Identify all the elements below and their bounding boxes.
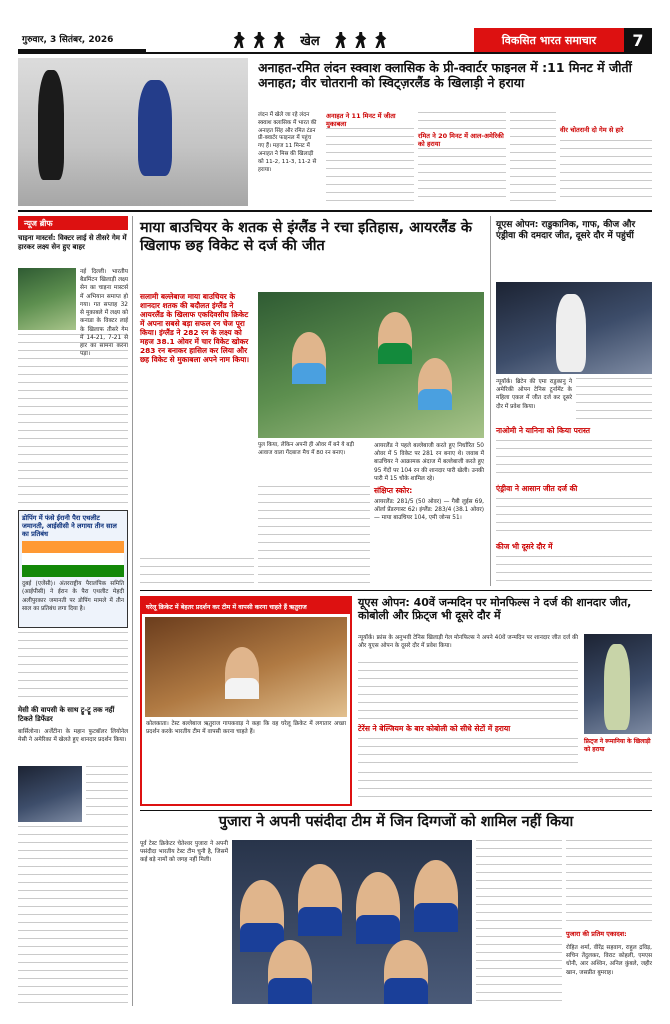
section-title: खेल (292, 31, 327, 49)
brief-1-text: नई दिल्ली। भारतीय बैडमिंटन खिलाड़ी लक्ष्य सेन का चाइना मास्टर्स में अभियान समाप्त हो गया। गत सप्ताह 32 से मुकाबले में लक्ष्य को कनाडा के विक्टर लाई के खिलाफ तीसरे गेम में 14-21, 7-21 से हार का सामना करना पड़ा। (80, 269, 128, 358)
brief-3-text: बार्सिलोना। अर्जेंटीना के महान फुटबॉलर लियोनेल मेसी ने अमेरिका में खेलते हुए शानदार प्रदर्शन किया। (18, 729, 128, 744)
monfils-body (358, 738, 578, 768)
top-body-col (418, 148, 506, 204)
top-subhead-3: वीर चोतरानी दो गेम से हारे (560, 126, 624, 134)
main-headline: माया बाउचियर के शतक से इंग्लैंड ने रचा इतिहास, आयरलैंड के खिलाफ छह विकेट से दर्ज की जीत (140, 220, 473, 254)
top-subhead-2: रमित ने 20 मिनट में आल-अमेरिकी को हराया (418, 132, 504, 149)
main-caption: पुल किया, लेकिन अपनी ही ओवर में बने ये बड़ी आवाज वाला गेंदबाज मैच में 80 रन बनाए। (258, 442, 354, 456)
column-divider (490, 216, 491, 586)
monfils-body (358, 662, 578, 720)
top-subhead-1: अनाहत ने 11 मिनट में जीता मुकाबला (326, 112, 396, 129)
main-body-col (258, 486, 370, 586)
news-brief-label: न्यूज ब्रीफ (18, 216, 128, 230)
cricket-photo (258, 292, 484, 438)
pujara-body (566, 840, 652, 926)
divider (140, 810, 652, 811)
pujara-list-title: पुजारा की प्रतिम एकादश: (566, 930, 627, 938)
brief-2-text: दुबई (एजेंसी)। अंतरराष्ट्रीय पैरालंपिक समिति (आईपीसी) ने ईरान के पैरा एथलीट मेहदी अलीपुरकार जमानती पर डोपिंग मामले में तीन साल का प्रतिबंध लगा दिया है। (22, 581, 124, 612)
doping-box (18, 510, 128, 628)
top-headline: अनाहत-रमित लंदन स्क्वाश क्लासिक के प्री-क्वार्टर फाइनल में :11 मिनट में जीतीं अनाहत; वीर चोतरानी को स्विट्ज़रलैंड के खिलाड़ी ने हराया (258, 60, 632, 91)
athlete-icon (354, 32, 368, 48)
top-body-col (326, 128, 414, 204)
flag-image (22, 541, 124, 577)
usopen-sub-3: कीज भी दूसरे दौर में (496, 542, 553, 551)
athlete-icon (252, 32, 266, 48)
page-number: 7 (624, 28, 652, 52)
scorecard-title: संक्षिप्त स्कोर: (374, 486, 413, 495)
ruturaj-box (140, 596, 352, 806)
ruturaj-photo (145, 617, 347, 717)
pujara-headline: पुजारा ने अपनी पसंदीदा टीम में जिन दिग्गजों को शामिल नहीं किया (218, 814, 574, 830)
brief-3-title: मेसी की वापसी के साथ ट्रू-ट्रू तक नहीं टिकते डिफेंडर (18, 706, 115, 723)
top-body-col (510, 112, 556, 204)
usopen-headline: यूएस ओपन: राडुकानिक, गाफ, कीज और एंड्रीवा की दमदार जीत, दूसरे दौर में पहुंचीं (496, 220, 636, 241)
top-lead: लंदन में खेले जा रहे लंदन स्क्वाश क्लासिक में भारत की अनाहत सिंह और रमित टंडन प्री-क्वार्टर फाइनल में पहुंच गए हैं। महज 11 मिनट में अनाहत ने मिस्र की खिलाड़ी को 11-2, 11-3, 11-2 से हराया। (258, 112, 317, 173)
messi-photo (18, 766, 82, 822)
column-divider (132, 216, 133, 1006)
athlete-icon (334, 32, 348, 48)
monfils-body (358, 772, 652, 804)
usopen-body (496, 498, 652, 538)
monfils-sub-1: टेरेंस ने बेल्जियम के बार कोबोली को सीधे सेटों में हराया (358, 724, 511, 733)
tennis-photo (496, 282, 652, 374)
athlete-icon (232, 32, 246, 48)
usopen-body (576, 378, 652, 422)
pujara-players-photo (232, 840, 472, 1004)
paper-name: विकसित भारत समाचार (474, 28, 624, 52)
top-body-col (418, 112, 506, 130)
divider (18, 210, 652, 212)
pujara-body (476, 840, 562, 1004)
usopen-sub-2: एंड्रीवा ने आसान जीत दर्ज की (496, 484, 578, 493)
monfils-photo (584, 634, 652, 734)
monfils-text: न्यूयॉर्क। फ्रांस के अनुभवी टेनिस खिलाड़ी गेल मोनफिल्स ने अपने 40वें जन्मदिन पर शानदार जीत दर्ज की और यूएस ओपन के दूसरे दौर में प्रवेश किया। (358, 635, 578, 650)
main-body-col (140, 558, 254, 586)
squash-photo (18, 58, 248, 206)
athlete-icon (374, 32, 388, 48)
brief-1-title: चाइना मास्टर्स: विक्टर लाई से तीसरे गेम में हारकर लक्ष्य सेन हुए बाहर (18, 234, 127, 251)
brief-1-body (18, 334, 128, 506)
ruturaj-banner: घरेलू क्रिकेट में बेहतर प्रदर्शन कर टीम में वापसी करना चाहते हैं ऋतुराज (142, 598, 350, 614)
usopen-body (496, 440, 652, 480)
monfils-sub-2: फ्रिट्ज ने रूमानिया के खिलाड़ी को हराया (584, 738, 651, 753)
sports-band (146, 28, 474, 52)
main-intro: सलामी बल्लेबाज माया बाउचियर के शानदार शतक की बदौलत इंग्लैंड ने आयरलैंड के खिलाफ एकदिवसीय क्रिकेट में अपना सबसे बड़ा सफल रन चेज पूरा किया। इंग्लैंड ने 282 रन के लक्ष्य को महज 38.1 ओवर में चार विकेट खोकर 283 रन बनाकर हासिल कर लिया और छह विकेट से मुकाबला अपने नाम किया। (140, 292, 250, 365)
athlete-icon (272, 32, 286, 48)
usopen-body (496, 556, 652, 586)
brief-2-title: डोपिंग में फंसे ईरानी पैरा एथलीट जमानती, आईसीसी ने लगाया तीन साल का प्रतिबंध (22, 514, 117, 539)
ruturaj-text: कोलकाता। टेस्ट बल्लेबाज ऋतुराज गायकवाड़ ने कहा कि वह घरेलू क्रिकेट में लगातार अच्छा प्रदर्शन करके भारतीय टीम में वापसी करना चाहते हैं। (146, 721, 346, 736)
brief-2-body (18, 632, 128, 700)
issue-date: गुरुवार, 3 सितंबर, 2026 (18, 28, 146, 52)
monfils-headline: यूएस ओपन: 40वें जन्मदिन पर मोनफिल्स ने दर्ज की शानदार जीत, कोबोली और फ्रिट्ज भी दूसरे दौर में (358, 596, 632, 623)
top-body-col (560, 140, 652, 204)
usopen-sub-1: नाओमी ने यानिना को किया परास्त (496, 426, 591, 435)
pujara-list: रोहित शर्मा, वीरेंद्र सहवाग, राहुल द्रविड़, सचिन तेंदुलकर, विराट कोहली, एमएस धोनी, आर अश्विन, अनिल कुंबले, जहीर खान, जसप्रीत बुमराह। (566, 945, 652, 976)
main-body: आयरलैंड ने पहले बल्लेबाजी करते हुए निर्धारित 50 ओवर में 5 विकेट पर 281 रन बनाए थे। जवाब में बाउचियर ने आक्रामक अंदाज में बल्लेबाजी करते हुए 95 गेंदों पर 104 रन की शानदार पारी खेली। उनकी पारी में 15 चौके शामिल रहे। (374, 443, 484, 482)
usopen-text: न्यूयॉर्क। ब्रिटेन की एमा राडुकानु ने अमेरिकी ओपन टेनिस टूर्नामेंट के महिला एकल में जीत दर्ज कर दूसरे दौर में प्रवेश किया। (496, 379, 572, 410)
pujara-text: पूर्व टेस्ट क्रिकेटर चेतेश्वर पुजारा ने अपनी पसंदीदा भारतीय टेस्ट टीम चुनी है, जिसमें कई बड़े नामों को जगह नहीं मिली। (140, 841, 228, 864)
divider (140, 590, 652, 591)
page-header (18, 28, 652, 54)
scorecard: आयरलैंड: 281/5 (50 ओवर) — गैबी लुईस 69, ऑर्ला प्रेंडरगास्ट 62। इंग्लैंड: 283/4 (38.1 ओवर) — माया बाउचियर 104, एमी जोन्स 51। (374, 499, 484, 522)
badminton-photo (18, 268, 76, 330)
brief-3-body (86, 766, 128, 822)
brief-3-body (18, 826, 128, 1004)
